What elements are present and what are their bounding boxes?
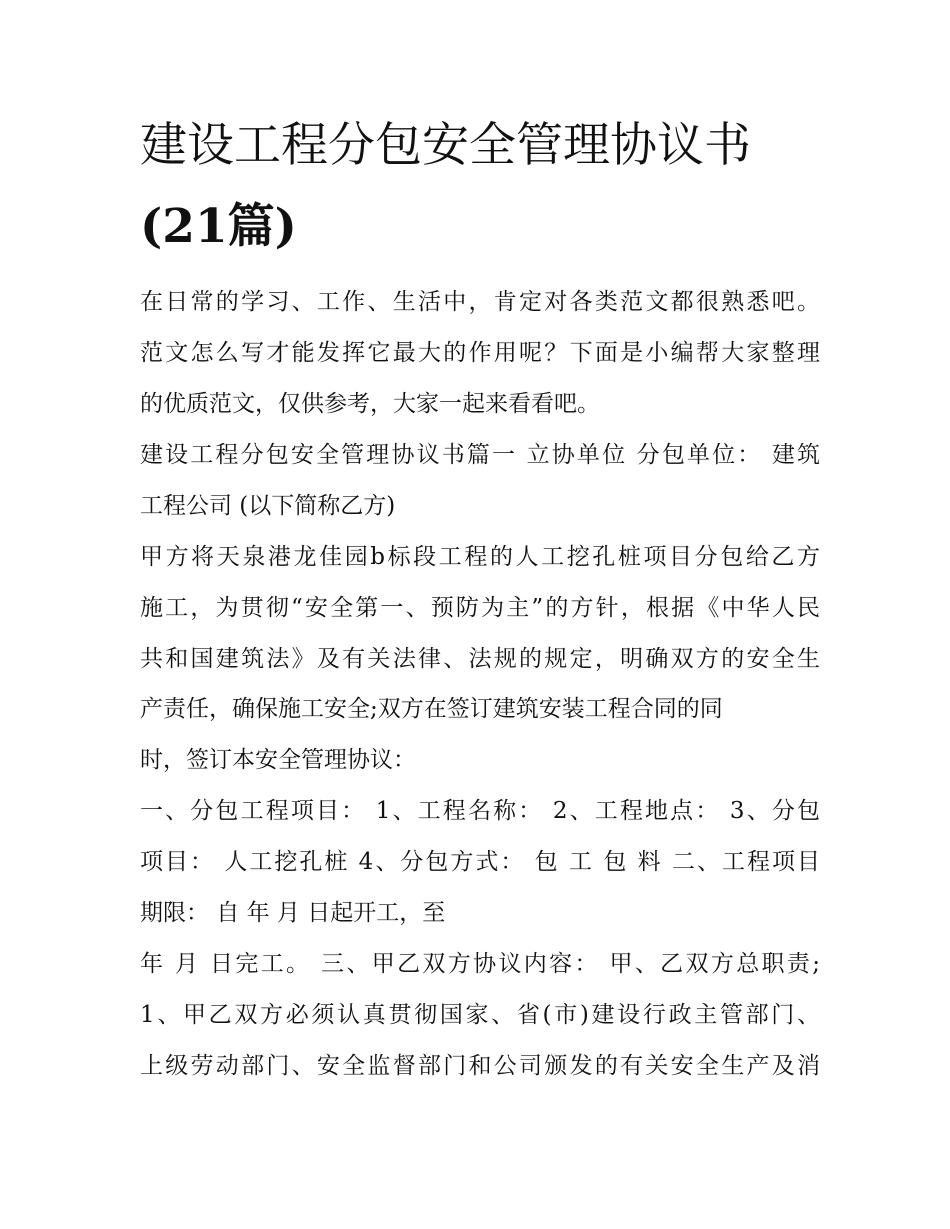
- body-line-7: 施工，为贯彻“安全第一、预防为主”的方针，根据《中华人民: [140, 595, 820, 621]
- document-title-line-1: 建设工程分包安全管理协议书: [140, 118, 751, 173]
- body-line-12: 项目： 人工挖孔桩 4、分包方式： 包 工 包 料 二、工程项目: [140, 849, 820, 875]
- body-line-10: 时，签订本安全管理协议：: [140, 747, 416, 773]
- body-line-4: 建设工程分包安全管理协议书篇一 立协单位 分包单位： 建筑: [140, 442, 820, 468]
- body-line-3: 的优质范文，仅供参考，大家一起来看看吧。: [140, 391, 600, 417]
- document-title-line-2: (21篇): [140, 199, 297, 254]
- body-line-6: 甲方将天泉港龙佳园b标段工程的人工挖孔桩项目分包给乙方: [140, 544, 820, 570]
- body-line-15: 1、甲乙双方必须认真贯彻国家、省(市)建设行政主管部门、: [140, 1002, 820, 1028]
- body-line-5: 工程公司 (以下简称乙方): [140, 493, 396, 519]
- body-line-13: 期限： 自 年 月 日起开工，至: [140, 900, 446, 926]
- body-line-14: 年 月 日完工。 三、甲乙双方协议内容： 甲、乙双方总职责;: [140, 951, 820, 977]
- body-line-1: 在日常的学习、工作、生活中，肯定对各类范文都很熟悉吧。: [140, 289, 820, 315]
- body-line-16: 上级劳动部门、安全监督部门和公司颁发的有关安全生产及消: [140, 1053, 820, 1079]
- body-line-2: 范文怎么写才能发挥它最大的作用呢？下面是小编帮大家整理: [140, 340, 820, 366]
- body-line-11: 一、分包工程项目： 1、工程名称： 2、工程地点： 3、分包: [140, 798, 820, 824]
- body-line-9: 产责任，确保施工安全;双方在签订建筑安装工程合同的同: [140, 696, 723, 722]
- body-line-8: 共和国建筑法》及有关法律、法规的规定，明确双方的安全生: [140, 646, 820, 672]
